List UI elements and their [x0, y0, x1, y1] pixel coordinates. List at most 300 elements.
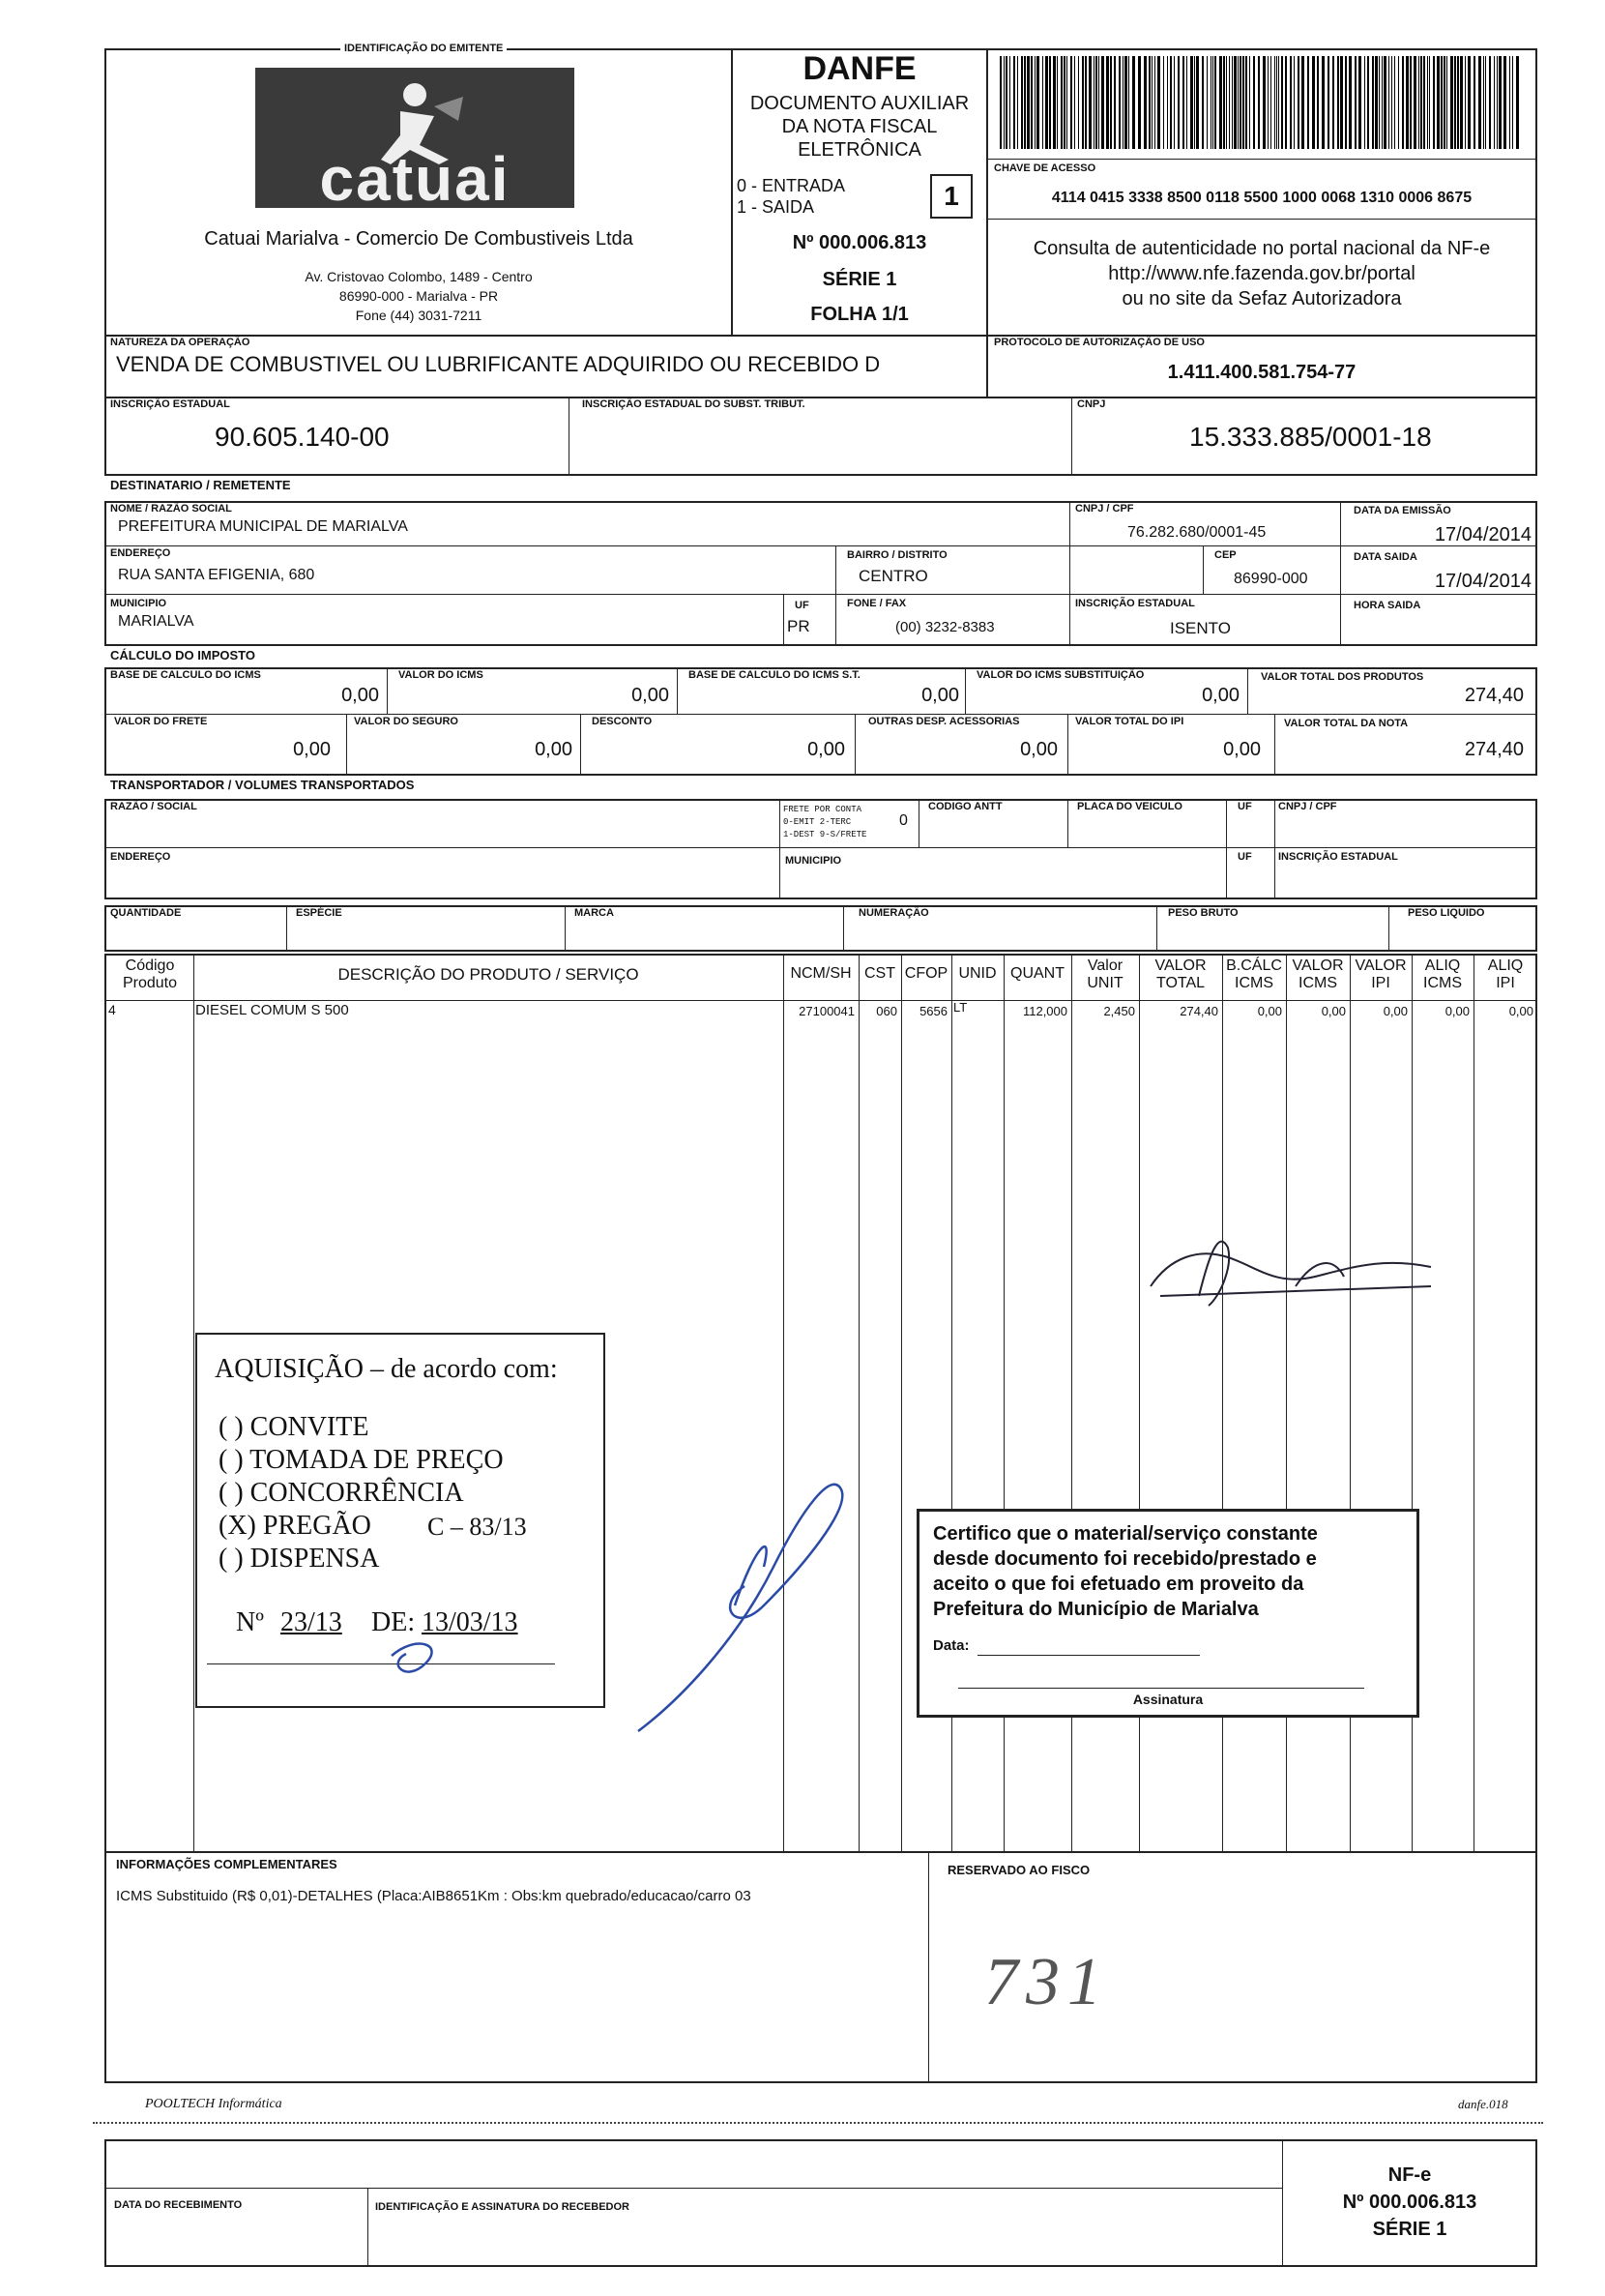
barcode-bar: [1485, 56, 1486, 149]
barcode-bar: [1009, 56, 1010, 149]
cnpj-value: 15.333.885/0001-18: [1189, 422, 1432, 452]
barcode-bar: [1394, 56, 1395, 149]
natureza-label: NATUREZA DA OPERAÇÃO: [110, 337, 250, 348]
col-vicms-1: VALOR: [1292, 957, 1344, 974]
barcode-bar: [1095, 56, 1097, 149]
emitente-phone: Fone (44) 3031-7211: [355, 308, 482, 323]
col-cst: CST: [864, 965, 895, 982]
footer-numero: Nº 000.006.813: [1342, 2192, 1477, 2213]
item-quant: 112,000: [1022, 1004, 1067, 1018]
col-vunit-2: UNIT: [1087, 975, 1124, 991]
trans-cnpj-label: CNPJ / CPF: [1278, 801, 1337, 812]
barcode-bar: [1497, 56, 1498, 149]
natureza-value: VENDA DE COMBUSTIVEL OU LUBRIFICANTE ADQUIRIDO OU RECEBIDO D: [116, 352, 881, 376]
certifico-assinatura: Assinatura: [1132, 1692, 1204, 1707]
barcode-bar: [1337, 56, 1339, 149]
barcode-bar: [1154, 56, 1155, 149]
col-vtotal-2: TOTAL: [1155, 975, 1206, 991]
total-produtos-label: VALOR TOTAL DOS PRODUTOS: [1261, 671, 1424, 683]
quantidade-label: QUANTIDADE: [110, 907, 182, 919]
aquisicao-opt2: ( ) TOMADA DE PREÇO: [219, 1445, 504, 1475]
barcode-bar: [1123, 56, 1124, 149]
total-produtos: 274,40: [1464, 685, 1524, 706]
barcode-bar: [1410, 56, 1412, 149]
barcode-bar: [1268, 56, 1269, 149]
ident-recebedor-label: IDENTIFICAÇÃO E ASSINATURA DO RECEBEDOR: [375, 2201, 629, 2213]
base-icms: 0,00: [341, 685, 379, 706]
barcode-bar: [1024, 56, 1026, 149]
col-vicms-2: ICMS: [1299, 975, 1337, 991]
danfe-folha: FOLHA 1/1: [810, 304, 909, 325]
barcode-bar: [1281, 56, 1283, 149]
barcode-bar: [1013, 56, 1015, 149]
barcode-bar: [1000, 56, 1002, 149]
dest-cep: 86990-000: [1234, 571, 1308, 587]
item-unid: LT: [953, 1000, 968, 1015]
dest-nome: PREFEITURA MUNICIPAL DE MARIALVA: [118, 518, 408, 535]
barcode-bar: [1358, 56, 1361, 149]
barcode-bar: [1226, 56, 1227, 149]
dest-municipio-label: MUNICIPIO: [110, 598, 167, 609]
barcode-bar: [1294, 56, 1295, 149]
barcode-bar: [1317, 56, 1319, 149]
base-st-label: BASE DE CALCULO DO ICMS S.T.: [688, 669, 861, 681]
dest-municipio: MARIALVA: [118, 613, 194, 630]
barcode-bar: [1494, 56, 1495, 149]
aquisicao-opt3: ( ) CONCORRÊNCIA: [219, 1478, 464, 1508]
barcode-bar: [1101, 56, 1104, 149]
trans-endereco-label: ENDEREÇO: [110, 851, 171, 863]
barcode-bar: [1045, 56, 1048, 149]
barcode-bar: [1263, 56, 1266, 149]
barcode-bar: [1074, 56, 1075, 149]
data-emissao: 17/04/2014: [1434, 524, 1532, 545]
outras: 0,00: [1020, 739, 1058, 760]
col-aicms-2: ICMS: [1423, 975, 1462, 991]
certifico-line2: desde documento foi recebido/prestado e: [933, 1548, 1317, 1570]
seguro: 0,00: [535, 739, 572, 760]
desconto: 0,00: [807, 739, 845, 760]
item-aipi: 0,00: [1508, 1004, 1533, 1018]
barcode-bar: [1132, 56, 1135, 149]
company-logo: [255, 68, 574, 214]
barcode-bar: [1433, 56, 1435, 149]
barcode-bar: [1242, 56, 1244, 149]
chave-value: 4114 0415 3338 8500 0118 5500 1000 0068 1310 0006 8675: [1051, 190, 1473, 206]
danfe-title: DANFE: [802, 50, 917, 87]
desconto-label: DESCONTO: [592, 716, 653, 727]
barcode-bar: [1017, 56, 1018, 149]
base-st: 0,00: [921, 685, 959, 706]
barcode-bar: [1031, 56, 1033, 149]
col-bcalc-2: ICMS: [1235, 975, 1273, 991]
barcode-bar: [1035, 56, 1036, 149]
barcode-bar: [1170, 56, 1172, 149]
consulta-line3: ou no site da Sefaz Autorizadora: [1122, 288, 1402, 309]
barcode-bar: [1202, 56, 1204, 149]
barcode-bar: [1499, 56, 1502, 149]
barcode-bar: [1406, 56, 1409, 149]
item-cst: 060: [876, 1004, 897, 1018]
trans-municipio-label: MUNICIPIO: [785, 855, 842, 867]
barcode-bar: [1196, 56, 1199, 149]
barcode-bar: [1270, 56, 1271, 149]
consulta-line2: http://www.nfe.fazenda.gov.br/portal: [1108, 263, 1415, 284]
barcode-bar: [1429, 56, 1430, 149]
valor-icms-label: VALOR DO ICMS: [398, 669, 483, 681]
col-cfop: CFOP: [904, 965, 948, 982]
col-ncm: NCM/SH: [790, 965, 852, 982]
barcode-bar: [1301, 56, 1304, 149]
cnpj-label: CNPJ: [1077, 398, 1106, 410]
barcode-bar: [1384, 56, 1386, 149]
barcode-bar: [1379, 56, 1380, 149]
barcode-bar: [1398, 56, 1399, 149]
placa-label: PLACA DO VEICULO: [1077, 801, 1182, 812]
barcode-bar: [1078, 56, 1079, 149]
dest-cnpj: 76.282.680/0001-45: [1127, 524, 1267, 541]
protocolo-label: PROTOCOLO DE AUTORIZAÇÃO DE USO: [994, 337, 1205, 348]
col-aipi-2: IPI: [1496, 975, 1515, 991]
certifico-stamp: [917, 1509, 1419, 1718]
item-aicms: 0,00: [1444, 1004, 1470, 1018]
barcode-bar: [1364, 56, 1365, 149]
barcode-bar: [1157, 56, 1160, 149]
barcode-bar: [1061, 56, 1063, 149]
barcode-bar: [1124, 56, 1127, 149]
aquisicao-title: AQUISIÇÃO – de acordo com:: [215, 1354, 558, 1384]
barcode-bar: [1190, 56, 1193, 149]
barcode-bar: [1367, 56, 1369, 149]
trans-uf2-label: UF: [1238, 851, 1252, 863]
danfe-code: danfe.018: [1458, 2097, 1508, 2111]
dest-endereco-label: ENDEREÇO: [110, 547, 171, 559]
frete: 0,00: [293, 739, 331, 760]
barcode-bar: [1375, 56, 1378, 149]
barcode-bar: [1418, 56, 1419, 149]
barcode-bar: [1285, 56, 1287, 149]
barcode-bar: [1186, 56, 1187, 149]
antt-label: CODIGO ANTT: [928, 801, 1003, 812]
barcode-bar: [1420, 56, 1422, 149]
barcode-bar: [1441, 56, 1443, 149]
peso-bruto-label: PESO BRUTO: [1168, 907, 1239, 919]
ipi: 0,00: [1223, 739, 1261, 760]
dest-fone: (00) 3232-8383: [895, 619, 995, 635]
barcode: [1000, 56, 1526, 149]
cut-line: [93, 2122, 1543, 2124]
frete-conta-1: FRETE POR CONTA: [783, 805, 862, 814]
barcode-bar: [1446, 56, 1447, 149]
barcode-bar: [1082, 56, 1084, 149]
barcode-bar: [1427, 56, 1428, 149]
item-vtotal: 274,40: [1180, 1004, 1218, 1018]
barcode-bar: [1332, 56, 1334, 149]
dest-bairro: CENTRO: [859, 567, 928, 585]
barcode-bar: [1152, 56, 1153, 149]
peso-liquido-label: PESO LIQUIDO: [1408, 907, 1485, 919]
barcode-bar: [1182, 56, 1184, 149]
base-icms-label: BASE DE CALCULO DO ICMS: [110, 669, 261, 681]
barcode-bar: [1402, 56, 1404, 149]
barcode-bar: [1042, 56, 1043, 149]
aquisicao-de: 13/03/13: [422, 1607, 518, 1637]
barcode-bar: [1245, 56, 1247, 149]
barcode-bar: [1238, 56, 1239, 149]
barcode-bar: [1340, 56, 1343, 149]
barcode-bar: [1503, 56, 1506, 149]
barcode-bar: [1312, 56, 1315, 149]
handwritten-number: 731: [984, 1945, 1109, 2019]
barcode-bar: [1144, 56, 1147, 149]
barcode-bar: [1253, 56, 1255, 149]
barcode-bar: [1114, 56, 1116, 149]
barcode-bar: [1478, 56, 1481, 149]
barcode-bar: [1006, 56, 1007, 149]
barcode-bar: [1128, 56, 1129, 149]
chave-label: CHAVE DE ACESSO: [994, 162, 1096, 174]
aquisicao-stamp: [195, 1333, 605, 1708]
barcode-bar: [1064, 56, 1065, 149]
barcode-bar: [1457, 56, 1459, 149]
item-bcalc: 0,00: [1257, 1004, 1282, 1018]
barcode-bar: [1509, 56, 1510, 149]
barcode-bar: [1214, 56, 1216, 149]
total-nota-label: VALOR TOTAL DA NOTA: [1284, 718, 1409, 729]
numeracao-label: NUMERAÇÃO: [859, 907, 929, 919]
transportador-section-label: TRANSPORTADOR / VOLUMES TRANSPORTADOS: [110, 778, 415, 792]
barcode-bar: [1021, 56, 1023, 149]
footer-nfe: NF-e: [1387, 2164, 1432, 2186]
emitente-address: Av. Cristovao Colombo, 1489 - Centro: [305, 269, 533, 284]
barcode-bar: [1232, 56, 1233, 149]
col-aipi-1: ALIQ: [1487, 957, 1524, 974]
fisco-label: RESERVADO AO FISCO: [948, 1863, 1091, 1877]
barcode-bar: [1274, 56, 1275, 149]
especie-label: ESPÉCIE: [296, 907, 342, 919]
barcode-bar: [1167, 56, 1168, 149]
barcode-bar: [1388, 56, 1389, 149]
barcode-bar: [1278, 56, 1279, 149]
destinatario-section-label: DESTINATARIO / REMETENTE: [110, 478, 291, 492]
aquisicao-opt4: (X) PREGÃO: [219, 1511, 371, 1541]
barcode-bar: [1027, 56, 1030, 149]
danfe-serie: SÉRIE 1: [822, 269, 897, 290]
logo-text: catuai: [319, 144, 511, 214]
total-nota: 274,40: [1464, 739, 1524, 760]
barcode-bar: [1382, 56, 1383, 149]
barcode-bar: [1223, 56, 1225, 149]
barcode-bar: [1444, 56, 1445, 149]
aquisicao-numero-label: Nº: [236, 1607, 264, 1637]
barcode-bar: [1437, 56, 1440, 149]
barcode-bar: [1098, 56, 1099, 149]
item-codigo: 4: [108, 1002, 116, 1017]
protocolo-value: 1.411.400.581.754-77: [1167, 362, 1357, 383]
trans-uf-label: UF: [1238, 801, 1252, 812]
barcode-bar: [1489, 56, 1491, 149]
trans-razao-label: RAZÃO / SOCIAL: [110, 801, 197, 812]
certifico-line4: Prefeitura do Município de Marialva: [933, 1599, 1259, 1620]
barcode-bar: [1423, 56, 1425, 149]
item-cfop: 5656: [919, 1004, 948, 1018]
recebimento-label: DATA DO RECEBIMENTO: [114, 2199, 243, 2211]
barcode-bar: [1070, 56, 1072, 149]
aquisicao-numero: 23/13: [280, 1607, 342, 1637]
barcode-bar: [1212, 56, 1213, 149]
info-box: [104, 1851, 1537, 2083]
valor-st-label: VALOR DO ICMS SUBSTITUIÇÃO: [977, 669, 1145, 681]
emitente-city: 86990-000 - Marialva - PR: [338, 288, 499, 304]
trans-ie-label: INSCRIÇÃO ESTADUAL: [1278, 851, 1398, 863]
ie-subst-label: INSCRIÇÃO ESTADUAL DO SUBST. TRIBUT.: [582, 398, 805, 410]
col-descricao: DESCRIÇÃO DO PRODUTO / SERVIÇO: [337, 965, 639, 984]
barcode-bar: [1391, 56, 1392, 149]
consulta-line1: Consulta de autenticidade no portal nacional da NF-e: [1033, 238, 1491, 259]
barcode-bar: [1298, 56, 1299, 149]
hora-saida-label: HORA SAIDA: [1354, 600, 1421, 611]
dest-fone-label: FONE / FAX: [847, 598, 907, 609]
danfe-subtitle1: DOCUMENTO AUXILIAR: [749, 93, 970, 114]
col-codigo-2: Produto: [122, 975, 178, 991]
seguro-label: VALOR DO SEGURO: [354, 716, 458, 727]
barcode-bar: [1474, 56, 1475, 149]
item-descricao: DIESEL COMUM S 500: [195, 1002, 349, 1018]
barcode-bar: [1322, 56, 1325, 149]
barcode-bar: [1258, 56, 1260, 149]
dest-ie: ISENTO: [1170, 619, 1231, 637]
valor-st: 0,00: [1202, 685, 1240, 706]
imposto-section-label: CÁLCULO DO IMPOSTO: [110, 648, 255, 662]
barcode-bar: [1355, 56, 1357, 149]
col-vipi-2: IPI: [1371, 975, 1390, 991]
info-value: ICMS Substituido (R$ 0,01)-DETALHES (Placa:AIB8651Km : Obs:km quebrado/educacao/carro 03: [116, 1888, 751, 1904]
ipi-label: VALOR TOTAL DO IPI: [1075, 716, 1184, 727]
barcode-bar: [1234, 56, 1237, 149]
barcode-bar: [1163, 56, 1164, 149]
ie-label: INSCRIÇÃO ESTADUAL: [110, 398, 230, 410]
barcode-bar: [1516, 56, 1519, 149]
barcode-bar: [1178, 56, 1180, 149]
barcode-bar: [1174, 56, 1175, 149]
dest-uf: PR: [787, 617, 810, 635]
col-vipi-1: VALOR: [1355, 957, 1407, 974]
danfe-entrada: 0 - ENTRADA: [737, 176, 846, 195]
dest-bairro-label: BAIRRO / DISTRITO: [847, 549, 948, 561]
barcode-bar: [1219, 56, 1222, 149]
col-vtotal-1: VALOR: [1154, 957, 1207, 974]
aquisicao-de-label: DE:: [371, 1607, 416, 1637]
certifico-data-label: Data:: [933, 1637, 970, 1654]
barcode-bar: [1149, 56, 1151, 149]
barcode-bar: [1483, 56, 1484, 149]
danfe-subtitle3: ELETRÔNICA: [798, 139, 921, 161]
emitente-section-label: IDENTIFICAÇÃO DO EMITENTE: [340, 43, 507, 54]
danfe-tipo: 1: [930, 174, 973, 219]
danfe-numero: Nº 000.006.813: [792, 232, 927, 253]
outras-label: OUTRAS DESP. ACESSORIAS: [868, 716, 1020, 727]
software-credit: POOLTECH Informática: [145, 2097, 282, 2111]
data-saida-label: DATA SAIDA: [1354, 551, 1417, 563]
barcode-bar: [1468, 56, 1471, 149]
barcode-bar: [1454, 56, 1456, 149]
barcode-bar: [1106, 56, 1109, 149]
col-vunit-1: Valor: [1087, 957, 1124, 974]
ie-value: 90.605.140-00: [215, 422, 390, 452]
emitente-name: Catuai Marialva - Comercio De Combustiveis Ltda: [204, 228, 633, 250]
info-label: INFORMAÇÕES COMPLEMENTARES: [116, 1857, 337, 1871]
danfe-subtitle2: DA NOTA FISCAL: [781, 116, 938, 137]
barcode-bar: [1066, 56, 1067, 149]
barcode-bar: [1290, 56, 1292, 149]
footer-serie: SÉRIE 1: [1372, 2219, 1447, 2240]
barcode-bar: [1328, 56, 1329, 149]
frete-conta-3: 1-DEST 9-S/FRETE: [783, 830, 867, 839]
barcode-bar: [1249, 56, 1250, 149]
data-emissao-label: DATA DA EMISSÃO: [1354, 505, 1451, 516]
aquisicao-opt1: ( ) CONVITE: [219, 1412, 369, 1442]
data-saida: 17/04/2014: [1434, 571, 1532, 592]
dest-ie-label: INSCRIÇÃO ESTADUAL: [1075, 598, 1195, 609]
col-unid: UNID: [958, 965, 997, 982]
barcode-bar: [1372, 56, 1374, 149]
item-ncm: 27100041: [799, 1004, 855, 1018]
barcode-bar: [1240, 56, 1241, 149]
col-aicms-1: ALIQ: [1424, 957, 1461, 974]
barcode-bar: [1053, 56, 1056, 149]
item-vipi: 0,00: [1383, 1004, 1408, 1018]
dest-cnpj-label: CNPJ / CPF: [1075, 503, 1134, 515]
barcode-bar: [1119, 56, 1121, 149]
barcode-bar: [1057, 56, 1058, 149]
barcode-bar: [1465, 56, 1466, 149]
frete-conta-value: 0: [899, 812, 908, 829]
danfe-saida: 1 - SAIDA: [737, 197, 815, 217]
barcode-bar: [1460, 56, 1463, 149]
item-vicms: 0,00: [1321, 1004, 1346, 1018]
marca-label: MARCA: [574, 907, 614, 919]
item-vunit: 2,450: [1103, 1004, 1135, 1018]
frete-label: VALOR DO FRETE: [114, 716, 208, 727]
aquisicao-opt4-ref: C – 83/13: [427, 1513, 527, 1541]
barcode-bar: [1450, 56, 1453, 149]
barcode-bar: [1138, 56, 1141, 149]
barcode-bar: [1036, 56, 1039, 149]
barcode-bar: [1345, 56, 1347, 149]
barcode-bar: [1512, 56, 1513, 149]
barcode-bar: [1194, 56, 1195, 149]
barcode-bar: [1307, 56, 1309, 149]
barcode-bar: [1085, 56, 1087, 149]
barcode-bar: [1207, 56, 1208, 149]
barcode-bar: [1049, 56, 1051, 149]
frete-conta-2: 0-EMIT 2-TERC: [783, 817, 852, 827]
barcode-bar: [1349, 56, 1352, 149]
dest-cep-label: CEP: [1214, 549, 1237, 561]
barcode-bar: [1276, 56, 1277, 149]
dest-nome-label: NOME / RAZÃO SOCIAL: [110, 503, 232, 515]
barcode-bar: [1229, 56, 1230, 149]
dest-uf-label: UF: [795, 600, 809, 611]
barcode-bar: [1089, 56, 1092, 149]
aquisicao-opt5: ( ) DISPENSA: [219, 1544, 380, 1574]
certifico-line1: Certifico que o material/serviço constante: [933, 1523, 1318, 1545]
valor-icms: 0,00: [631, 685, 669, 706]
barcode-bar: [1110, 56, 1112, 149]
dest-endereco: RUA SANTA EFIGENIA, 680: [118, 567, 315, 583]
col-quant: QUANT: [1010, 965, 1065, 982]
barcode-bar: [1004, 56, 1005, 149]
